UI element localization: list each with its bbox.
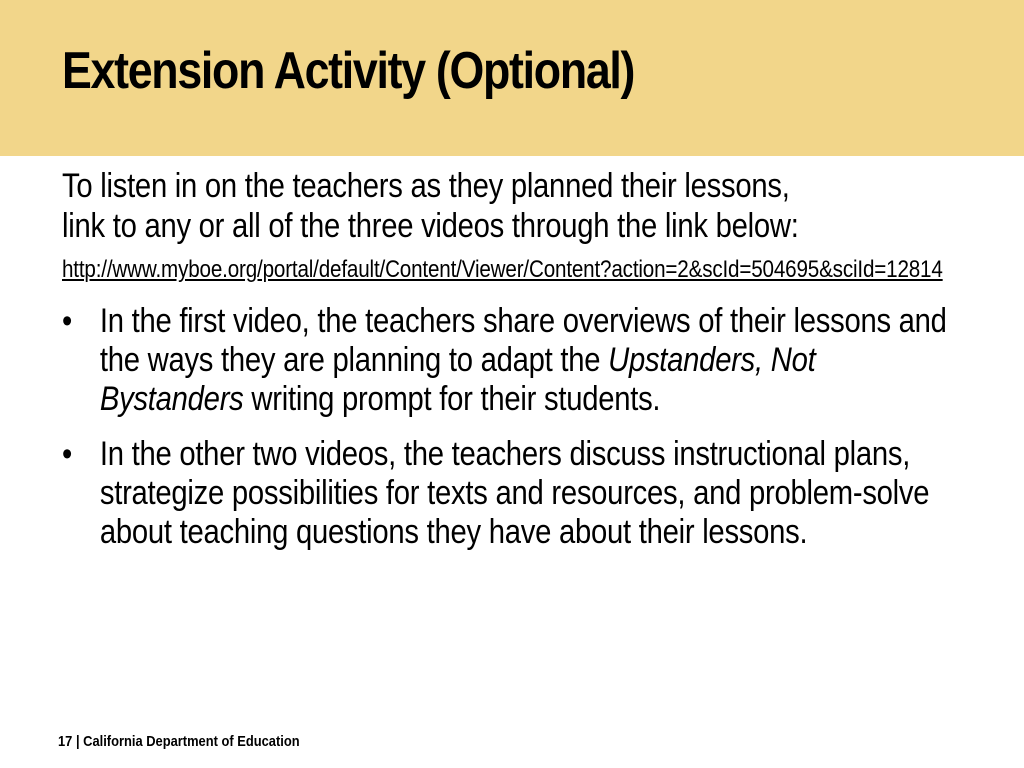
page-number: 17 [58,733,73,750]
slide-content [62,166,956,568]
bullet-icon: • [62,435,72,473]
bullet-item-first-video [62,302,956,419]
bullet-icon: • [62,302,72,340]
bullet-list [62,302,956,552]
video-link[interactable]: http://www.myboe.org/portal/default/Content/Viewer/Content?action=2&scId=504695&sciId=12814 [62,256,943,283]
intro-paragraph [62,166,956,246]
bullet-item-other-videos [62,435,956,552]
footer-separator: | [75,733,80,750]
slide-title: Extension Activity (Optional) [62,42,635,100]
bullet-text-after: writing prompt for their students. [251,380,661,418]
footer-organization: California Department of Education [83,733,300,750]
bullet-text-before: In the first video, the teachers share overviews of their lessons and the ways they are planning to adapt the [99,302,947,379]
footer [58,733,300,750]
bullet-text: In the other two videos, the teachers discuss instructional plans, strategize possibilities for texts and resources, and problem-solve about teaching questions they have about their lessons. [99,435,930,551]
intro-line-2: link to any or all of the three videos through the link below: [62,207,799,245]
bullet-text-italic-title: Upstanders, Not Bystanders [99,341,816,418]
intro-line-1: To listen in on the teachers as they planned their lessons, [62,167,790,205]
